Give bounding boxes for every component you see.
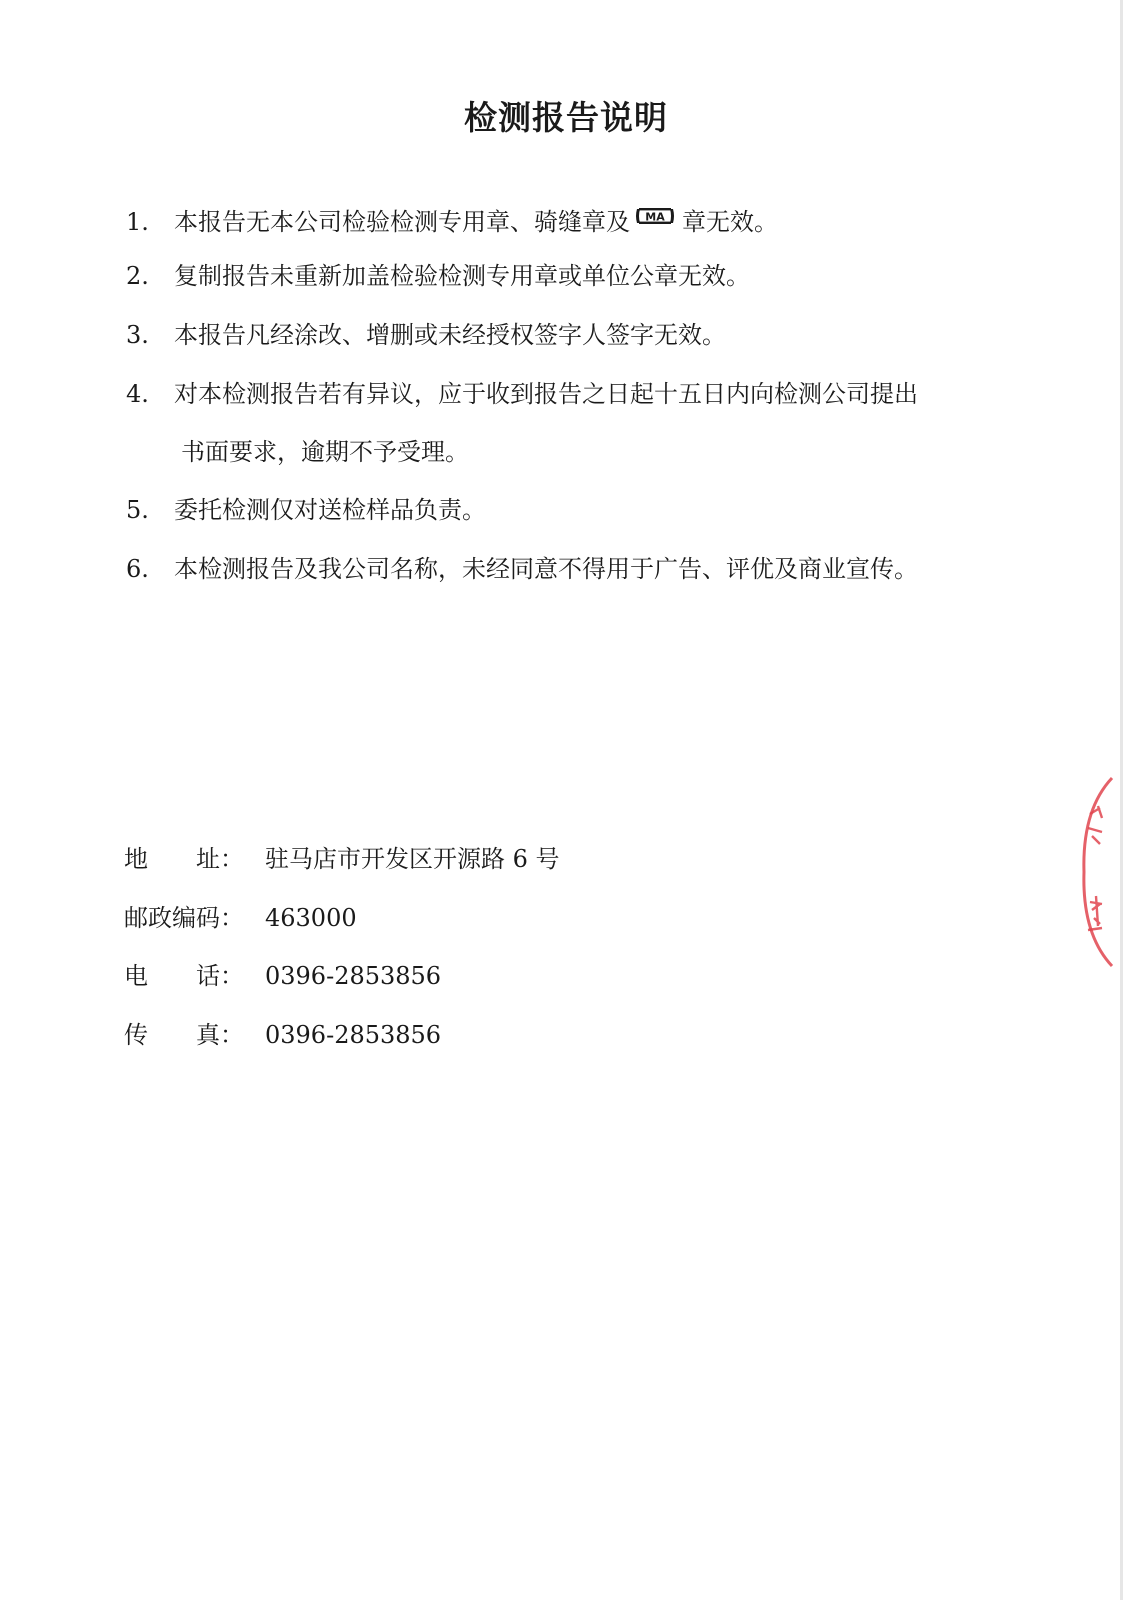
note-number: 4.	[126, 380, 149, 408]
note-number: 5.	[126, 496, 149, 524]
note-text: 本报告凡经涂改、增删或未经授权签字人签字无效。	[174, 321, 726, 349]
note-item-4-continued: 书面要求，逾期不予受理。	[181, 438, 469, 466]
note-item-6	[126, 553, 918, 585]
contact-value: 驻马店市开发区开源路 6 号	[265, 845, 560, 873]
note-number: 3.	[126, 321, 149, 349]
page-edge	[1120, 0, 1123, 1600]
contact-value: 0396-2853856	[265, 1021, 442, 1049]
note-item-5	[126, 494, 486, 526]
note-item-1	[126, 206, 778, 238]
contact-label: 地 址：	[124, 845, 244, 873]
contact-value: 463000	[265, 904, 357, 932]
note-number: 2.	[126, 262, 149, 290]
contact-postcode	[124, 902, 357, 934]
note-text: 对本检测报告若有异议，应于收到报告之日起十五日内向检测公司提出	[174, 380, 918, 408]
cma-mark-icon	[634, 205, 676, 227]
note-item-4	[126, 378, 918, 410]
contact-phone	[124, 960, 442, 992]
note-number: 1.	[126, 208, 149, 236]
contact-label: 邮政编码：	[124, 904, 244, 932]
contact-value: 0396-2853856	[265, 962, 442, 990]
contact-fax	[124, 1019, 442, 1051]
note-text-after: 章无效。	[682, 208, 778, 236]
contact-label: 传 真：	[124, 1021, 244, 1049]
cma-mark-text: MA	[645, 210, 665, 223]
note-text: 本检测报告及我公司名称，未经同意不得用于广告、评优及商业宣传。	[174, 555, 918, 583]
note-item-2	[126, 260, 750, 292]
contact-label: 电 话：	[124, 962, 244, 990]
note-text: 委托检测仅对送检样品负责。	[174, 496, 486, 524]
contact-address	[124, 843, 560, 875]
note-text: 本报告无本公司检验检测专用章、骑缝章及	[174, 208, 630, 236]
note-number: 6.	[126, 555, 149, 583]
seam-seal-stamp	[1076, 770, 1116, 975]
note-item-3	[126, 319, 726, 351]
page-title: 检测报告说明	[464, 98, 668, 137]
note-text: 复制报告未重新加盖检验检测专用章或单位公章无效。	[174, 262, 750, 290]
